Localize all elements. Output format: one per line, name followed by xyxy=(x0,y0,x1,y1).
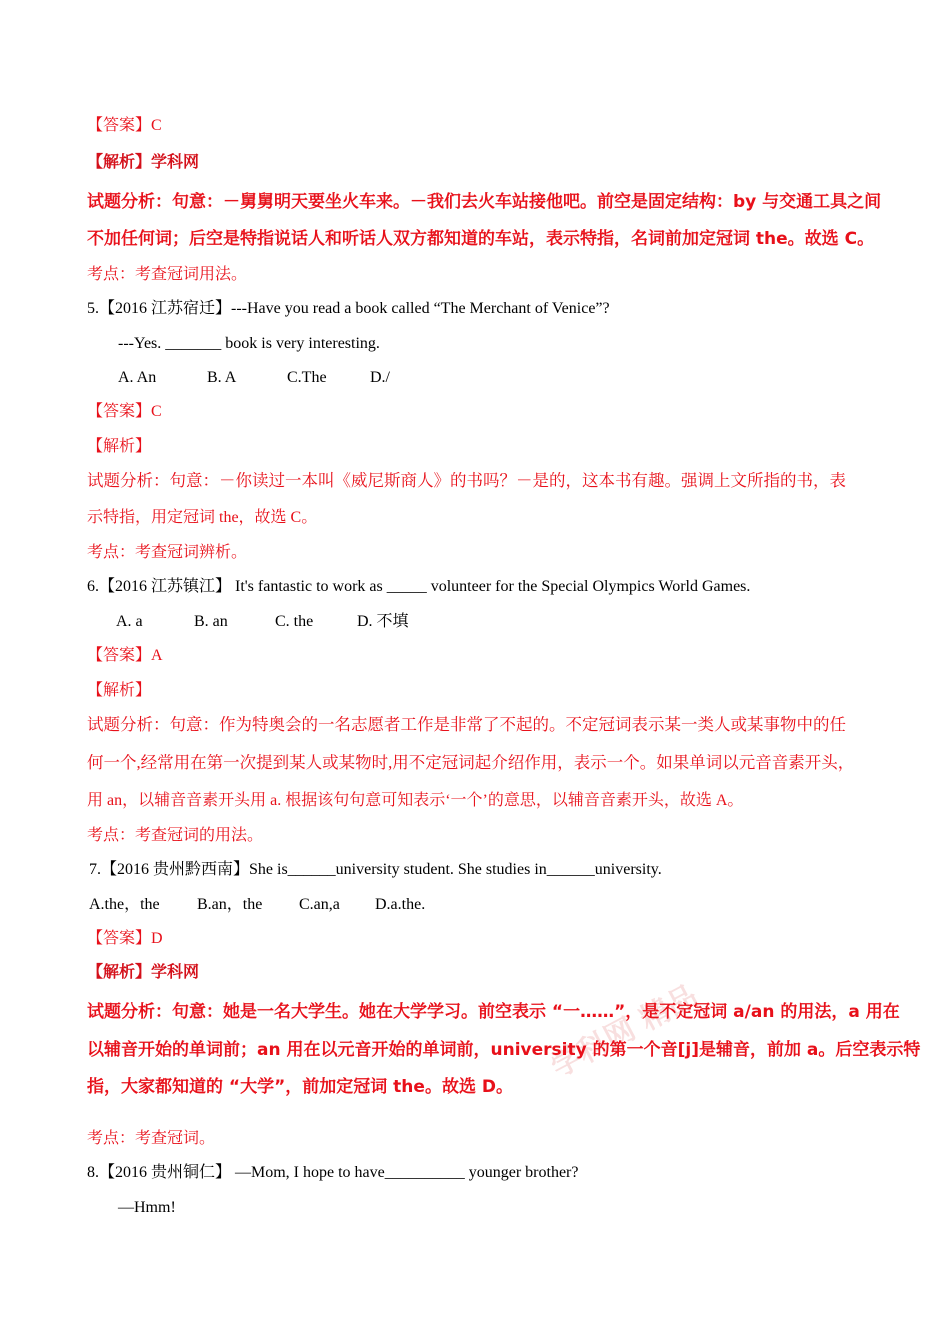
q7-option-c: C.an,a xyxy=(299,896,340,913)
q5-option-b: B. A xyxy=(207,369,237,386)
keypoint-6: 考点：考查冠词的用法。 xyxy=(87,827,264,844)
keypoint-4: 考点：考查冠词用法。 xyxy=(87,266,248,283)
analysis-7-line-3: 指，大家都知道的 “大学”，前加定冠词 the。故选 D。 xyxy=(87,1077,513,1097)
analysis-label-4: 【解析】学科网 xyxy=(87,154,200,171)
answer-5: 【答案】C xyxy=(87,403,162,420)
q5-option-d: D./ xyxy=(370,369,390,386)
analysis-7-line-1: 试题分析：句意：她是一名大学生。她在大学学习。前空表示 “一……”，是不定冠词 a/an 的用法，a 用在 xyxy=(87,1002,900,1022)
analysis-5-line-2: 示特指，用定冠词 the，故选 C。 xyxy=(87,509,318,526)
analysis-4-line-1: 试题分析：句意：－舅舅明天要坐火车来。－我们去火车站接他吧。前空是固定结构：by 与交通工具之间 xyxy=(87,192,882,212)
q6-option-c: C. the xyxy=(275,613,314,630)
q6-option-a: A. a xyxy=(116,613,143,630)
analysis-6-line-3: 用 an，以辅音音素开头用 a. 根据该句句意可知表示‘一个’的意思，以辅音音素开头，故选 A。 xyxy=(87,792,744,809)
analysis-4-line-2: 不加任何词；后空是特指说话人和听话人双方都知道的车站，表示特指，名词前加定冠词 the。故选 C。 xyxy=(87,229,875,249)
q5-option-c: C.The xyxy=(287,369,327,386)
question-8-line-2: —Hmm! xyxy=(118,1199,176,1216)
answer-4: 【答案】C xyxy=(87,117,162,134)
q5-option-a: A. An xyxy=(118,369,157,386)
watermark: 学科网 精品 xyxy=(545,978,704,1085)
q6-option-b: B. an xyxy=(194,613,228,630)
question-7: 7.【2016 贵州黔西南】She is______university student. She studies in______university. xyxy=(89,861,662,878)
question-8: 8.【2016 贵州铜仁】 —Mom, I hope to have__________ younger brother? xyxy=(87,1164,579,1181)
answer-6: 【答案】A xyxy=(87,647,163,664)
analysis-5-line-1: 试题分析：句意：－你读过一本叫《威尼斯商人》的书吗？－是的，这本书有趣。强调上文所指的书，表 xyxy=(87,471,846,490)
analysis-6-line-2: 何一个,经常用在第一次提到某人或某物时,用不定冠词起介绍作用，表示一个。如果单词以元音音素开头， xyxy=(87,753,855,772)
answer-7: 【答案】D xyxy=(87,930,163,947)
keypoint-5: 考点：考查冠词辨析。 xyxy=(87,544,248,561)
question-5: 5.【2016 江苏宿迁】---Have you read a book called “The Merchant of Venice”? xyxy=(87,300,610,317)
analysis-label-7: 【解析】学科网 xyxy=(87,964,200,981)
analysis-label-6: 【解析】 xyxy=(87,682,152,699)
analysis-label-5: 【解析】 xyxy=(87,438,152,455)
q7-option-d: D.a.the. xyxy=(375,896,426,913)
q6-option-d: D. 不填 xyxy=(357,613,409,630)
analysis-7-line-2: 以辅音开始的单词前；an 用在以元音开始的单词前，university 的第一个音[j]是辅音，前加 a。后空表示特 xyxy=(87,1040,921,1060)
keypoint-7: 考点：考查冠词。 xyxy=(87,1130,216,1147)
q7-option-a: A.the，the xyxy=(89,896,160,913)
question-6: 6.【2016 江苏镇江】 It's fantastic to work as _____ volunteer for the Special Olympics World Games. xyxy=(87,578,751,595)
question-5-line-2: ---Yes. _______ book is very interesting. xyxy=(118,335,380,352)
analysis-6-line-1: 试题分析：句意：作为特奥会的一名志愿者工作是非常了不起的。不定冠词表示某一类人或某事物中的任 xyxy=(87,715,846,734)
q7-option-b: B.an，the xyxy=(197,896,263,913)
